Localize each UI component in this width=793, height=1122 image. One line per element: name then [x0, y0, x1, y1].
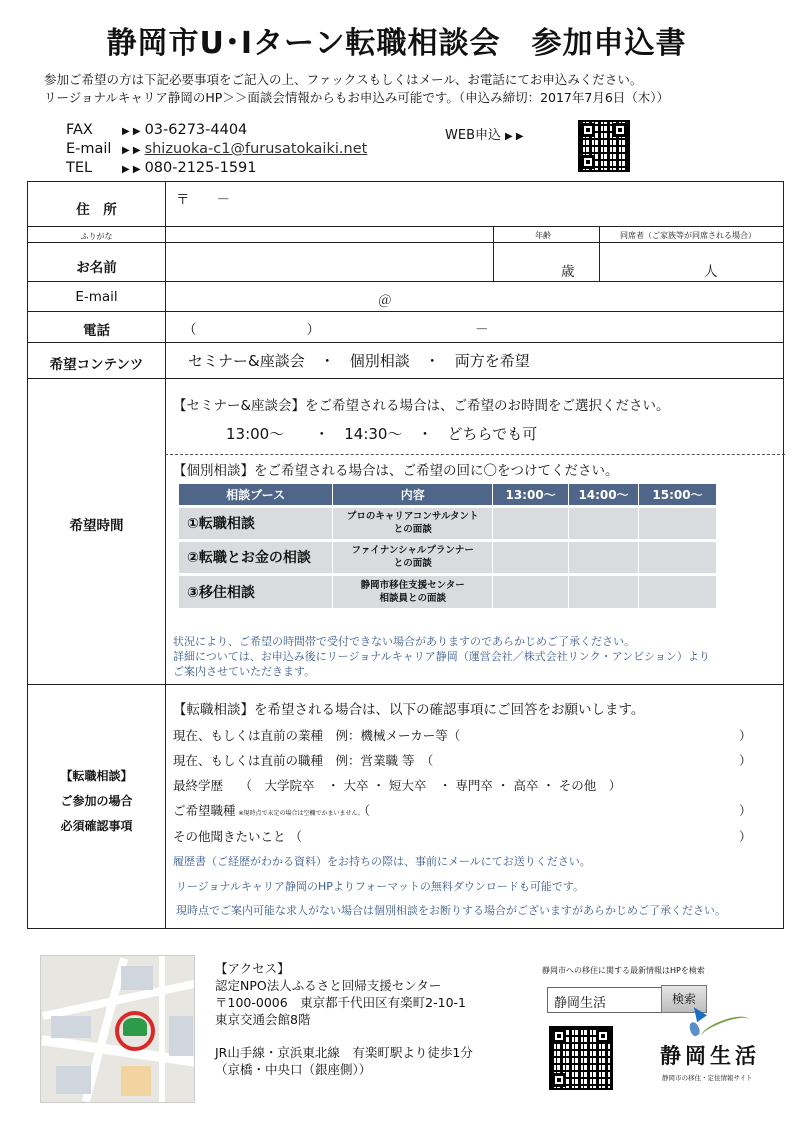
slot-cell[interactable]	[569, 574, 639, 608]
resume-note: 履歴書（ご経歴がわかる資料）をお持ちの際は、事前にメールにてお送りください。	[173, 855, 591, 868]
email-link[interactable]: shizuoka-c1@furusatokaiki.net	[144, 141, 368, 157]
fax-number: 03-6273-4404	[144, 122, 248, 138]
close-paren: ）	[739, 803, 752, 818]
email-label: E-mail	[66, 141, 112, 157]
slot-cell[interactable]	[569, 540, 639, 574]
search-button[interactable]: 検索	[661, 985, 707, 1013]
career-label: 【転職相談】	[60, 769, 133, 783]
companion-label: 同席者（ご家族等が同席される場合）	[620, 231, 756, 240]
close-paren: ）	[739, 728, 752, 743]
contents-label: 希望コンテンツ	[49, 357, 144, 373]
desired-job-label: ご希望職種	[173, 803, 236, 818]
web-apply	[445, 124, 528, 143]
slot-cell[interactable]	[493, 540, 569, 574]
contents-options[interactable]: セミナー&座談会 ・ 個別相談 ・ 両方を希望	[188, 352, 530, 370]
intro-line-2: リージョナルキャリア静岡のHP＞＞面談会情報からもお申込み可能です。（申込み締切：2017年7月6日（木））	[44, 90, 670, 105]
phone-paren-close: ）	[306, 322, 320, 338]
email-row	[66, 141, 367, 157]
fax-label: FAX	[66, 122, 93, 138]
time-1400-header: 14:00～	[569, 484, 639, 506]
web-apply-label: WEB申込	[445, 128, 501, 143]
access-info	[215, 960, 473, 1078]
slot-cell[interactable]	[493, 506, 569, 540]
table-row	[179, 574, 717, 608]
tel-row	[66, 160, 257, 176]
individual-prompt: 【個別相談】をご希望される場合は、ご希望の回に〇をつけてください。	[173, 463, 619, 479]
booth-name: ②転職とお金の相談	[179, 540, 333, 574]
seminar-prompt: 【セミナー&座談会】をご希望される場合は、ご希望のお時間をご選択ください。	[173, 398, 670, 414]
email-field[interactable]: ＠	[378, 293, 392, 309]
web-apply-qr-code-icon[interactable]	[578, 120, 630, 172]
resume-note: 現時点でご案内可能な求人がない場合は個別相談をお断りする場合がございますがあらかじめご了承ください。	[176, 904, 726, 917]
arrow-icon: ▶ ▶	[505, 131, 524, 142]
name-label: お名前	[76, 260, 117, 276]
booth-desc: ファイナンシャルプランナー との面談	[333, 540, 493, 574]
booth-header-row	[179, 484, 717, 506]
table-row	[179, 506, 717, 540]
close-paren: ）	[739, 753, 752, 768]
email-field-label: E-mail	[75, 289, 118, 305]
furigana-label: ふりがな	[80, 232, 113, 241]
application-form	[27, 181, 784, 929]
other-questions-field[interactable]: その他聞きたいこと （	[173, 829, 302, 844]
table-row	[179, 540, 717, 574]
access-heading: 【アクセス】	[215, 961, 290, 976]
site-qr-code-icon[interactable]	[549, 1026, 613, 1090]
booth-table	[179, 484, 717, 608]
note-line: 詳細については、お申込み後にリージョナルキャリア静岡（運営会社／株式会社リンク・アンビション）より	[173, 650, 710, 663]
intro-line-1: 参加ご希望の方は下記必要事項をご記入の上、ファックスもしくはメール、お電話にてお申込みください。	[44, 72, 643, 87]
arrow-icon: ▶ ▶	[122, 145, 141, 156]
time-1500-header: 15:00～	[639, 484, 717, 506]
resume-note: リージョナルキャリア静岡のHPよりフォーマットの無料ダウンロードも可能です。	[176, 880, 585, 893]
desired-job-field[interactable]	[173, 801, 370, 819]
page-title: 静岡市U･Iターン転職相談会 参加申込書	[106, 26, 687, 61]
access-station: JR山手線・京浜東北線 有楽町駅より徒歩1分	[215, 1045, 473, 1060]
career-label: ご参加の場合	[60, 794, 133, 808]
age-label: 年齢	[535, 231, 551, 240]
age-unit: 歳	[561, 264, 575, 280]
access-map	[40, 955, 195, 1103]
phone-dash: －	[475, 322, 489, 338]
phone-field[interactable]	[183, 318, 489, 338]
desired-job-note: ※現時点で未定の場合は空欄でかまいません。	[238, 810, 364, 817]
address-input[interactable]: 〒 －	[176, 192, 230, 208]
booth-desc: 静岡市移住支援センター 相談員との面談	[333, 574, 493, 608]
job-field[interactable]: 現在、もしくは直前の職種 例：営業職 等 （	[173, 753, 434, 768]
search-caption: 静岡市への移住に関する最新情報はHPを検索	[542, 966, 705, 975]
name-input[interactable]	[168, 244, 490, 280]
note-line: 状況により、ご希望の時間帯で受付できない場合がありますのであらかじめご了承ください。	[173, 635, 635, 648]
booth-name: ③移住相談	[179, 574, 333, 608]
phone-paren-open: （	[183, 322, 197, 338]
booth-desc: プロのキャリアコンサルタント との面談	[333, 506, 493, 540]
career-label: 必須確認事項	[60, 819, 133, 833]
close-paren: ）	[739, 829, 752, 844]
slot-cell[interactable]	[493, 574, 569, 608]
seminar-time-options[interactable]: 13:00～ ・ 14:30～ ・ どちらでも可	[226, 425, 538, 443]
companion-unit: 人	[704, 264, 718, 280]
education-options[interactable]: 最終学歴 （ 大学院卒 ・ 大卒 ・ 短大卒 ・ 専門卒 ・ 高卒 ・ その他 ）	[173, 778, 622, 793]
slot-cell[interactable]	[569, 506, 639, 540]
industry-field[interactable]: 現在、もしくは直前の業種 例：機械メーカー等（	[173, 728, 461, 743]
booth-col-header: 相談ブース	[179, 484, 333, 506]
content-col-header: 内容	[333, 484, 493, 506]
time-1300-header: 13:00～	[493, 484, 569, 506]
building-icon	[123, 1018, 147, 1036]
access-address: 〒100-0006 東京都千代田区有楽町2-10-1	[215, 995, 467, 1010]
arrow-icon: ▶ ▶	[122, 164, 141, 175]
time-label: 希望時間	[69, 518, 124, 534]
bird-icon	[688, 1021, 701, 1037]
access-org: 認定NPO法人ふるさと回帰支援センター	[215, 978, 442, 993]
slot-cell[interactable]	[639, 574, 717, 608]
access-exit: （京橋・中央口（銀座側））	[215, 1062, 372, 1077]
access-building: 東京交通会館8階	[215, 1012, 311, 1027]
site-logo-subtitle: 静岡市の移住・定住情報サイト	[662, 1074, 753, 1082]
note-line: ご案内させていただきます。	[173, 665, 316, 678]
open-paren: （	[363, 803, 371, 818]
tel-number: 080-2125-1591	[144, 160, 257, 176]
slot-cell[interactable]	[639, 506, 717, 540]
slot-cell[interactable]	[639, 540, 717, 574]
tel-label: TEL	[66, 160, 93, 176]
address-label: 住 所	[76, 202, 117, 218]
phone-label: 電話	[83, 323, 110, 339]
arrow-icon: ▶ ▶	[122, 126, 141, 137]
site-logo[interactable]: 静岡生活	[660, 1044, 760, 1068]
search-input[interactable]: 静岡生活	[547, 987, 662, 1013]
career-prompt: 【転職相談】を希望される場合は、以下の確認事項にご回答をお願いします。	[173, 702, 645, 718]
fax-row	[66, 122, 247, 138]
booth-name: ①転職相談	[179, 506, 333, 540]
